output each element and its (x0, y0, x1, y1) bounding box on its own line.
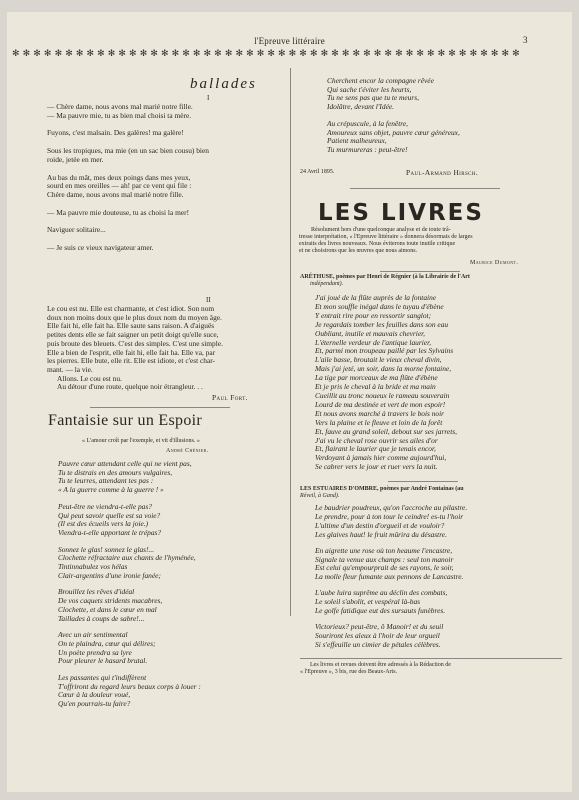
intro-line: extraits des livres nouveaux. Nous éviterons toute inutile critique (299, 241, 456, 247)
prose-line: Le cou est nu. Elle est charmante, et c'est idiot. Son nom (47, 304, 215, 313)
fantaisie-title: Fantaisie sur un Espoir (48, 412, 202, 429)
footer-line: « l'Epreuve », 3 bis, rue des Beaux-Arts. (300, 669, 398, 675)
intro-line: Résolument hors d'une quelconque analyse et de toute trâ- (311, 227, 451, 233)
verse-line: Qu'en pourrais-tu faire? (58, 699, 131, 709)
verse-line: Si s'effeuille un cimier de pétales célèbres. (315, 639, 441, 649)
verse-line: Les glaives haut! le fruit mûrira du désastre. (315, 529, 447, 539)
ballades-part1 (47, 103, 282, 253)
verse-line: — Ma pauvre mie, tu as bien mal choisi ta mère. (47, 110, 192, 120)
verse-line: (Il est des écueils vers la joie.) (58, 519, 149, 529)
column-divider (290, 68, 291, 616)
page-number: 3 (523, 35, 528, 45)
verse-line: Vers la plaine et le fleuve et loin de la forêt (315, 417, 443, 427)
footer-rule (300, 658, 562, 659)
epigraph-author: André Chénier. (166, 448, 209, 454)
book-heading: Réveil, à Gand). (300, 493, 340, 499)
verse-line: Pauvre cœur attendant celle qui ne vient pas, (58, 459, 192, 468)
verse-line: Et, flairant le laurier que je tenais encor, (315, 444, 436, 454)
verse-line: Les passantes qui t'indiffèrent (58, 673, 147, 683)
verse-line: L'ultime d'un destin d'orgueil et de vouloir? (315, 520, 445, 530)
section-rule (350, 188, 500, 189)
footer-line: Les livres et revues doivent être adressés à la Rédaction de (310, 662, 451, 668)
verse-line: Cœur à la douleur voué, (58, 690, 131, 700)
verse-line: La molle fleur fumante aux pennons de Lancastre. (315, 572, 464, 582)
verse-line: Et, parmi mon troupeau paillé par les Sylvains (315, 346, 454, 356)
section-rule (380, 271, 460, 272)
running-header: l'Epreuve littéraire (254, 36, 325, 46)
verse-line: J'ai joué de la flûte auprès de la fontaine (315, 293, 437, 302)
fantaisie-epigraph: « L'amour croît par l'exemple, et vit d'illusions. » (82, 438, 200, 444)
verse-line: On te plaindra, cœur qui délires; (58, 638, 156, 648)
verse-line: Je regardais tomber les feuilles dans son eau (315, 319, 449, 329)
intro-line: et ne choisirons que les œuvres que nous aimons. (299, 248, 418, 254)
ornamental-border: ✻✻✻✻✻✻✻✻✻✻✻✻✻✻✻✻✻✻✻✻✻✻✻✻✻✻✻✻✻✻✻✻✻✻✻✻✻✻✻✻✻✻✻✻✻✻✻✻ (12, 48, 523, 58)
verse-line: T'offriront du regard leurs beaux corps à louer : (58, 681, 201, 691)
verse-line: sourd en mes oreilles — ah! par ce vent qui file : (47, 181, 192, 191)
verse-line: Naviguer solitaire... (47, 225, 106, 235)
section-rule (388, 481, 458, 482)
verse-line: Et mon souffle inégal dans le tuyau d'ébène (315, 301, 444, 311)
verse-line: Fuyons, c'est malsain. Des galères! ma galère! (47, 128, 184, 138)
verse-line: Peut-être ne viendra-t-elle pas? (58, 501, 152, 511)
prose-line: Allons. Le cou est nu. (57, 373, 122, 383)
verse-line: — Ma pauvre mie douteuse, tu as choisi la mer! (47, 207, 190, 217)
verse-line: Et je pris le cheval à la bride et ma main (315, 382, 436, 392)
verse-line: Pour pleurer le hasard brutal. (58, 656, 148, 666)
prose-line: mant. — la vie. (47, 364, 93, 374)
verse-line: Victorieux? peut-être, ô Manoir! et du seuil (315, 621, 444, 631)
prose-line: puis broute des bleuets. C'est des simples. C'est une simple. (47, 338, 223, 348)
verse-line: Tu te leurres, attendant tes pas : (58, 476, 154, 486)
verse-line: Tintinnabulez vos hélas (58, 562, 128, 572)
section-numeral-1: I (207, 94, 210, 102)
verse-line: L'aube luira suprême au déclin des combats, (315, 588, 448, 598)
verse-line: roide, jetée en mer. (47, 154, 104, 164)
verse-line: Viendra-t-elle apportant le trépas? (58, 527, 162, 537)
section-numeral-2: II (206, 296, 211, 304)
signature-hirsch: Paul-Armand Hirsch. (406, 168, 479, 177)
verse-line: Est celui qu'empourprait de ses rayons, le soir, (315, 563, 454, 573)
verse-line: Qui peut savoir quelle est sa voie? (58, 510, 161, 520)
verse-line: Signale ta venue aux champs : seul ton manoir (315, 554, 454, 564)
verse-line: Se cabrer vers le jour et ruer vers la nuit. (315, 462, 438, 472)
verse-line: Et, fauve au grand soleil, debout sur ses jarrets, (315, 426, 457, 436)
ballades-title: ballades (190, 76, 257, 92)
verse-line: Tu ne sens pas que tu te meurs, (327, 93, 419, 103)
hirsch-poem-continued (327, 77, 562, 155)
signature-dumont: Maurice Dumont. (470, 260, 519, 266)
verse-line: Mais j'ai jeté, un soir, dans la morne fontaine, (315, 364, 452, 374)
verse-line: Patient malheureux, (327, 136, 387, 146)
section-rule (90, 407, 230, 408)
verse-line: Y entrait rire pour en ressortir sanglot; (315, 310, 432, 320)
verse-line: Verdoyant à jamais hier comme aujourd'hui, (315, 453, 447, 463)
prose-line: doux non moins doux que le plus doux nom du moyen âge. (47, 312, 222, 322)
prose-line: Au détour d'une route, quelque noir étrangleur. . . (57, 382, 203, 392)
verse-line: Qui sache t'éviter les heurts, (327, 84, 412, 94)
verse-line: J'ai vu le cheval rose ouvrir ses ailes d'or (315, 435, 438, 445)
verse-line: Lourd de ma destinée et vert de mon espoir! (315, 399, 446, 409)
book-heading: indépendant). (310, 281, 344, 287)
verse-line: — Chère dame, nous avons mal marié notre fille. (47, 102, 193, 111)
verse-line: Sous les tropiques, ma mie (en un sac bien cousu) bien (47, 146, 209, 156)
verse-line: Tu murmureras : peut-être! (327, 144, 408, 154)
book-heading: ARÉTHUSE, poèmes par Henri de Régnier (à la Librairie de l'Art (300, 274, 470, 280)
livres-intro (299, 227, 561, 255)
verse-line: Le baudrier poudreux, qu'on l'accroche au pilastre. (315, 503, 468, 512)
verse-line: Le prendre, pour à ton tour le ceindre! es-tu l'hoir (315, 511, 464, 521)
estuaires-heading (300, 486, 562, 500)
verse-line: Cherchent encor la compagne rêvée (327, 76, 434, 85)
verse-line: Clochette réfractaire aux chants de l'hyménée, (58, 553, 196, 563)
verse-line: Souriront les aïeux à l'hoir de leur orgueil (315, 630, 440, 640)
fantaisie-poem (58, 460, 283, 709)
verse-line: Clochette, et dans le cœur en mal (58, 604, 157, 614)
verse-line: « A la guerre comme à la guerre ! » (58, 485, 164, 495)
verse-line: Et nous avons marché à travers le bois noir (315, 408, 445, 418)
verse-line: Au bas du mât, mes deux poings dans mes yeux, (47, 172, 191, 182)
verse-line: De vos caquets stridents macabres, (58, 596, 163, 606)
verse-line: L'aile basse, broutait le vieux cheval divin, (315, 355, 442, 365)
verse-line: Clair-argentins d'une ironie fanée; (58, 570, 161, 580)
verse-line: La tige par morceaux de ma flûte d'ébène (315, 373, 438, 383)
verse-line: Amoureux sans objet, pauvre cœur généreux, (327, 127, 460, 137)
arethuse-heading (300, 274, 562, 288)
verse-line: Avec un air sentimental (58, 630, 128, 640)
prose-line: Elle fait hi, elle fait ha. Elle saute sans raison. A d'aiguës (47, 321, 215, 331)
verse-line: Tu te distrais en des amours vulgaires, (58, 467, 173, 477)
livres-footer (300, 662, 562, 676)
estuaires-poem (315, 504, 560, 650)
verse-line: Taillades à coups de sabre!... (58, 613, 145, 623)
arethuse-poem (315, 294, 560, 472)
verse-line: L'éternelle verdeur de l'antique laurier, (315, 337, 431, 347)
prose-line: petites dents elle se fait saigner un petit doigt qu'elle suce, (47, 330, 219, 340)
verse-line: Oubliant, inutile et mauvais chevrier, (315, 328, 426, 338)
prose-line: les pierres. Elle bute, elle rit. Elle est idiote, et c'est char- (47, 356, 216, 366)
verse-line: En aigrette une rose où ton heaume l'encastre, (315, 545, 453, 555)
ballades-part2 (47, 305, 282, 392)
signature-paul-fort: Paul Fort. (212, 393, 248, 402)
poem-date: 24 Avril 1895. (300, 169, 335, 175)
verse-line: — Je suis ce vieux navigateur amer. (47, 243, 154, 253)
verse-line: Chère dame, nous avons mal marié notre fille. (47, 189, 184, 199)
verse-line: Le golfe fatidique eut des sursauts funèbres. (315, 606, 446, 616)
verse-line: Un poète prendra sa lyre (58, 647, 132, 657)
verse-line: Idolâtre, devant l'Idée. (327, 102, 394, 112)
les-livres-title: LES LIVRES (318, 200, 484, 226)
intro-line: tresse interprétation, « l'Epreuve littéraire » donnera désormais de larges (299, 234, 473, 240)
verse-line: Cueillit au tronc noueux le rameau souverain (315, 390, 450, 400)
book-heading: LES ESTUAIRES D'OMBRE, poèmes par André Fontainas (au (300, 486, 464, 492)
verse-line: Brouillez les rêves d'idéal (58, 587, 135, 597)
verse-line: Sonnez le glas! sonnez le glas!... (58, 544, 155, 554)
verse-line: Le soleil s'abolit, et vespéral là-bas (315, 597, 421, 607)
verse-line: Au crépuscule, à la fenêtre, (327, 118, 408, 128)
prose-line: Elle a bien de l'esprit, elle fait hi, elle fait ha. Elle va, par (47, 347, 216, 357)
